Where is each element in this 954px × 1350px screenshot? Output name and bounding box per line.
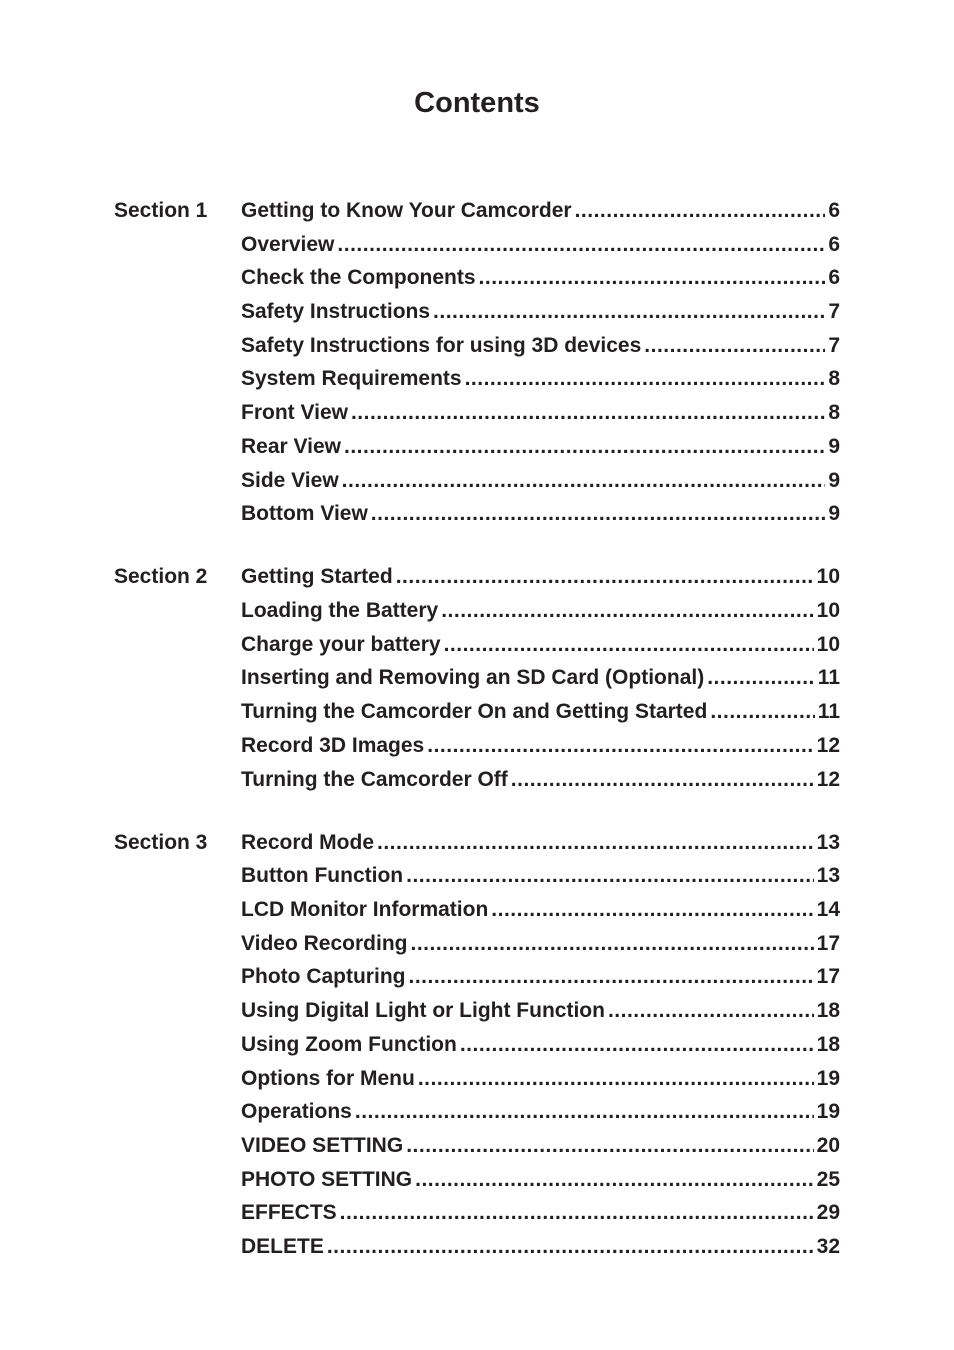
toc-section bbox=[114, 826, 840, 1264]
entry-title: Loading the Battery bbox=[241, 599, 439, 623]
entry-title: Record Mode bbox=[241, 830, 375, 854]
dot-leader bbox=[415, 1163, 814, 1197]
toc-entry[interactable] bbox=[241, 1028, 840, 1062]
dot-leader bbox=[396, 560, 814, 594]
dot-leader bbox=[511, 763, 814, 797]
entry-title: Using Digital Light or Light Function bbox=[241, 999, 605, 1023]
entry-title: Photo Capturing bbox=[241, 965, 406, 989]
section-label: Section 1 bbox=[114, 199, 208, 222]
toc-entry[interactable] bbox=[241, 1196, 840, 1230]
entry-page-number: 8 bbox=[828, 401, 840, 425]
entry-page-number: 18 bbox=[816, 1032, 840, 1056]
entry-page-number: 10 bbox=[816, 565, 840, 589]
section-label: Section 3 bbox=[114, 830, 208, 854]
entry-page-number: 10 bbox=[816, 632, 840, 656]
toc-entry[interactable] bbox=[241, 430, 840, 464]
entry-title: VIDEO SETTING bbox=[241, 1133, 404, 1157]
entry-title: EFFECTS bbox=[241, 1201, 337, 1225]
entry-page-number: 14 bbox=[816, 898, 840, 922]
dot-leader bbox=[371, 497, 826, 531]
entry-title: Record 3D Images bbox=[241, 733, 425, 757]
toc-entry[interactable] bbox=[241, 396, 840, 430]
section-label: Section 2 bbox=[114, 565, 208, 589]
toc-entry[interactable] bbox=[241, 1129, 840, 1163]
dot-leader bbox=[460, 1028, 814, 1062]
dot-leader bbox=[410, 927, 813, 961]
toc-entry[interactable] bbox=[241, 729, 840, 763]
entry-title: Check the Components bbox=[241, 266, 476, 290]
section-entries bbox=[241, 194, 840, 531]
toc-entry[interactable] bbox=[241, 695, 840, 729]
entry-title: Options for Menu bbox=[241, 1066, 415, 1090]
entry-title: Turning the Camcorder On and Getting Started bbox=[241, 700, 708, 724]
toc-entry[interactable] bbox=[241, 194, 840, 228]
entry-title: Getting to Know Your Camcorder bbox=[241, 199, 572, 222]
entry-page-number: 8 bbox=[828, 367, 840, 391]
entry-page-number: 12 bbox=[816, 733, 840, 757]
dot-leader bbox=[575, 194, 826, 228]
entry-page-number: 32 bbox=[816, 1234, 840, 1258]
dot-leader bbox=[344, 430, 825, 464]
entry-page-number: 6 bbox=[828, 232, 840, 256]
toc-section bbox=[114, 194, 840, 531]
entry-title: Using Zoom Function bbox=[241, 1032, 457, 1056]
toc-entry[interactable] bbox=[241, 763, 840, 797]
dot-leader bbox=[377, 826, 814, 860]
toc-entry[interactable] bbox=[241, 464, 840, 498]
entry-page-number: 19 bbox=[816, 1100, 840, 1124]
dot-leader bbox=[418, 1062, 814, 1096]
entry-title: DELETE bbox=[241, 1234, 324, 1258]
dot-leader bbox=[427, 729, 813, 763]
entry-page-number: 12 bbox=[816, 767, 840, 791]
toc-entry[interactable] bbox=[241, 661, 840, 695]
dot-leader bbox=[608, 994, 814, 1028]
dot-leader bbox=[479, 261, 826, 295]
dot-leader bbox=[707, 661, 815, 695]
entry-title: Operations bbox=[241, 1100, 352, 1124]
entry-page-number: 9 bbox=[828, 434, 840, 458]
entry-page-number: 10 bbox=[816, 599, 840, 623]
toc-entry[interactable] bbox=[241, 1163, 840, 1197]
dot-leader bbox=[441, 594, 813, 628]
entry-page-number: 13 bbox=[816, 830, 840, 854]
table-of-contents bbox=[114, 194, 840, 1293]
entry-title: Rear View bbox=[241, 434, 342, 458]
toc-entry[interactable] bbox=[241, 228, 840, 262]
toc-entry[interactable] bbox=[241, 1062, 840, 1096]
entry-page-number: 18 bbox=[816, 999, 840, 1023]
entry-title: Inserting and Removing an SD Card (Optional) bbox=[241, 666, 705, 690]
dot-leader bbox=[406, 1129, 813, 1163]
entry-page-number: 17 bbox=[816, 965, 840, 989]
entry-title: Turning the Camcorder Off bbox=[241, 767, 508, 791]
entry-title: Safety Instructions for using 3D devices bbox=[241, 333, 642, 357]
toc-entry[interactable] bbox=[241, 295, 840, 329]
entry-page-number: 9 bbox=[828, 502, 840, 526]
entry-title: Front View bbox=[241, 401, 348, 425]
entry-title: System Requirements bbox=[241, 367, 462, 391]
toc-entry[interactable] bbox=[241, 893, 840, 927]
dot-leader bbox=[444, 628, 814, 662]
dot-leader bbox=[351, 396, 825, 430]
entry-page-number: 7 bbox=[828, 333, 840, 357]
toc-entry[interactable] bbox=[241, 1095, 840, 1129]
toc-entry[interactable] bbox=[241, 859, 840, 893]
entry-page-number: 19 bbox=[816, 1066, 840, 1090]
dot-leader bbox=[342, 464, 826, 498]
entry-page-number: 6 bbox=[828, 266, 840, 290]
toc-section bbox=[114, 560, 840, 796]
entry-page-number: 9 bbox=[828, 468, 840, 492]
entry-title: Button Function bbox=[241, 864, 404, 888]
entry-title: Side View bbox=[241, 468, 339, 492]
toc-entry[interactable] bbox=[241, 329, 840, 363]
entry-page-number: 11 bbox=[817, 700, 840, 724]
dot-leader bbox=[644, 329, 825, 363]
toc-entry[interactable] bbox=[241, 594, 840, 628]
entry-title: PHOTO SETTING bbox=[241, 1167, 413, 1191]
toc-entry[interactable] bbox=[241, 960, 840, 994]
page-title: Contents bbox=[414, 87, 540, 119]
entry-page-number: 20 bbox=[816, 1133, 840, 1157]
entry-page-number: 29 bbox=[816, 1201, 840, 1225]
toc-entry[interactable] bbox=[241, 927, 840, 961]
entry-title: Bottom View bbox=[241, 502, 368, 526]
toc-entry[interactable] bbox=[241, 560, 840, 594]
dot-leader bbox=[355, 1095, 814, 1129]
section-entries bbox=[241, 826, 840, 1264]
toc-entry[interactable] bbox=[241, 497, 840, 531]
entry-title: Video Recording bbox=[241, 931, 408, 955]
entry-page-number: 11 bbox=[817, 666, 840, 690]
dot-leader bbox=[406, 859, 814, 893]
dot-leader bbox=[710, 695, 814, 729]
toc-entry[interactable] bbox=[241, 1230, 840, 1264]
entry-title: Overview bbox=[241, 232, 335, 256]
entry-title: Safety Instructions bbox=[241, 300, 431, 324]
toc-entry[interactable] bbox=[241, 994, 840, 1028]
toc-entry[interactable] bbox=[241, 826, 840, 860]
entry-title: Charge your battery bbox=[241, 632, 441, 656]
dot-leader bbox=[327, 1230, 814, 1264]
toc-entry[interactable] bbox=[241, 362, 840, 396]
dot-leader bbox=[433, 295, 825, 329]
toc-entry[interactable] bbox=[241, 628, 840, 662]
dot-leader bbox=[340, 1196, 814, 1230]
entry-page-number: 25 bbox=[816, 1167, 840, 1191]
dot-leader bbox=[491, 893, 813, 927]
entry-title: LCD Monitor Information bbox=[241, 898, 489, 922]
entry-page-number: 6 bbox=[828, 199, 840, 222]
entry-page-number: 7 bbox=[828, 300, 840, 324]
dot-leader bbox=[408, 960, 813, 994]
entry-page-number: 17 bbox=[816, 931, 840, 955]
entry-page-number: 13 bbox=[816, 864, 840, 888]
toc-entry[interactable] bbox=[241, 261, 840, 295]
dot-leader bbox=[337, 228, 825, 262]
dot-leader bbox=[465, 362, 826, 396]
section-entries bbox=[241, 560, 840, 796]
entry-title: Getting Started bbox=[241, 565, 393, 589]
